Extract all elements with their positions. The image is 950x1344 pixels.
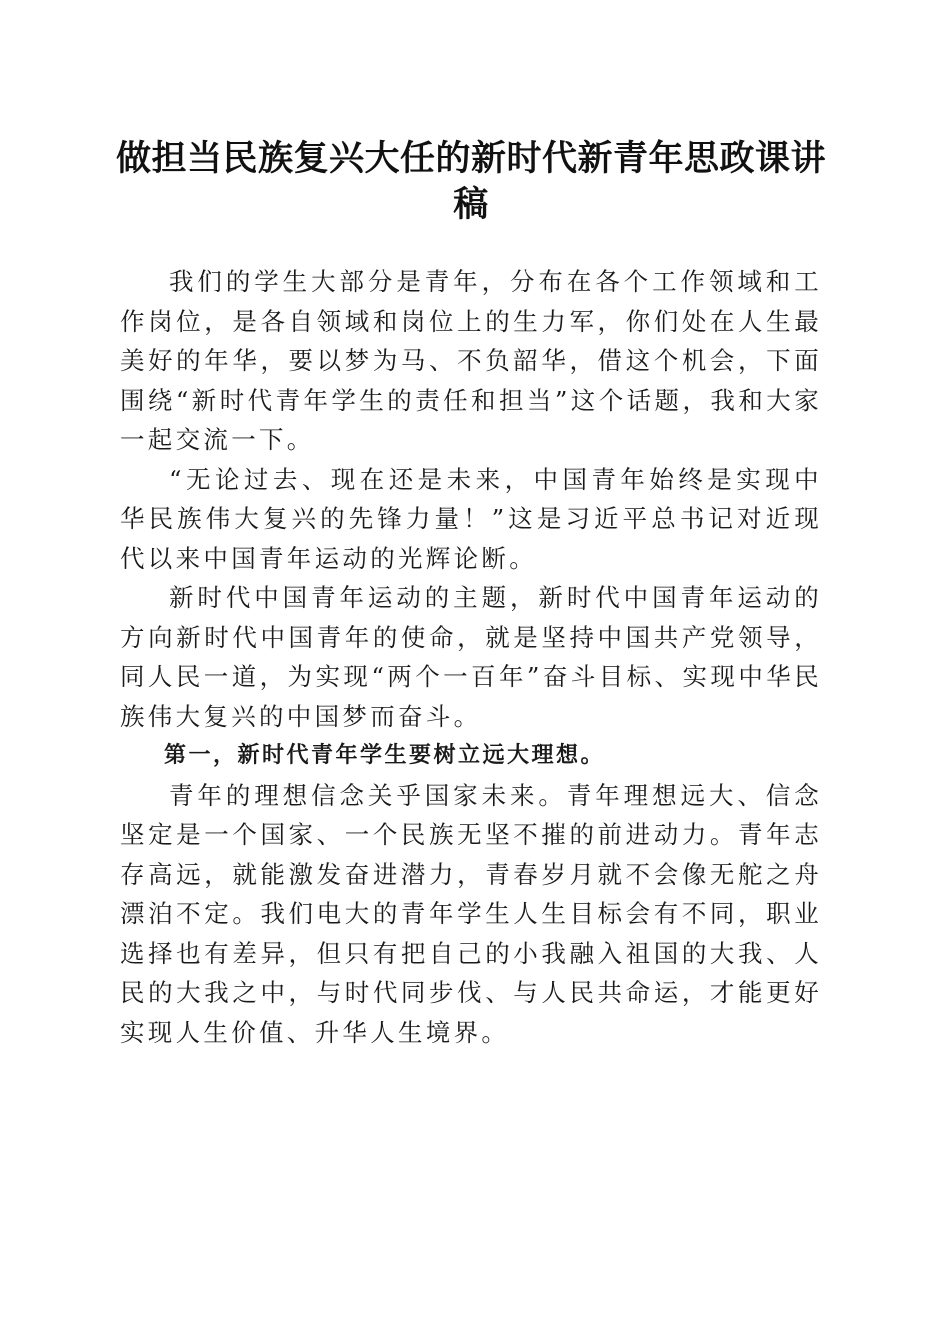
document-body bbox=[120, 262, 822, 1052]
paragraph-theme: 新时代中国青年运动的主题，新时代中国青年运动的方向新时代中国青年的使命，就是坚持中国共产党领导，同人民一道，为实现“两个一百年”奋斗目标、实现中华民族伟大复兴的中国梦而奋斗。 bbox=[120, 583, 822, 731]
paragraph-intro: 我们的学生大部分是青年，分布在各个工作领域和工作岗位，是各自领域和岗位上的生力军，你们处在人生最美好的年华，要以梦为马、不负韶华，借这个机会，下面围绕“新时代青年学生的责任和担当”这个话题，我和大家一起交流一下。 bbox=[120, 267, 822, 454]
document-page bbox=[116, 0, 827, 1344]
paragraph-ideals: 青年的理想信念关乎国家未来。青年理想远大、信念坚定是一个国家、一个民族无坚不摧的前进动力。青年志存高远，就能激发奋进潜力，青春岁月就不会像无舵之舟漂泊不定。我们电大的青年学生人生目标会有不同，职业选择也有差异，但只有把自己的小我融入祖国的大我、人民的大我之中，与时代同步伐、与人民共命运，才能更好实现人生价值、升华人生境界。 bbox=[120, 780, 822, 1047]
section-heading-first: 第一，新时代青年学生要树立远大理想。 bbox=[164, 742, 606, 768]
document-title: 做担当民族复兴大任的新时代新青年思政课讲稿 bbox=[116, 138, 827, 225]
paragraph-quote: “无论过去、现在还是未来，中国青年始终是实现中华民族伟大复兴的先锋力量！”这是习近平总书记对近现代以来中国青年运动的光辉论断。 bbox=[120, 464, 822, 573]
